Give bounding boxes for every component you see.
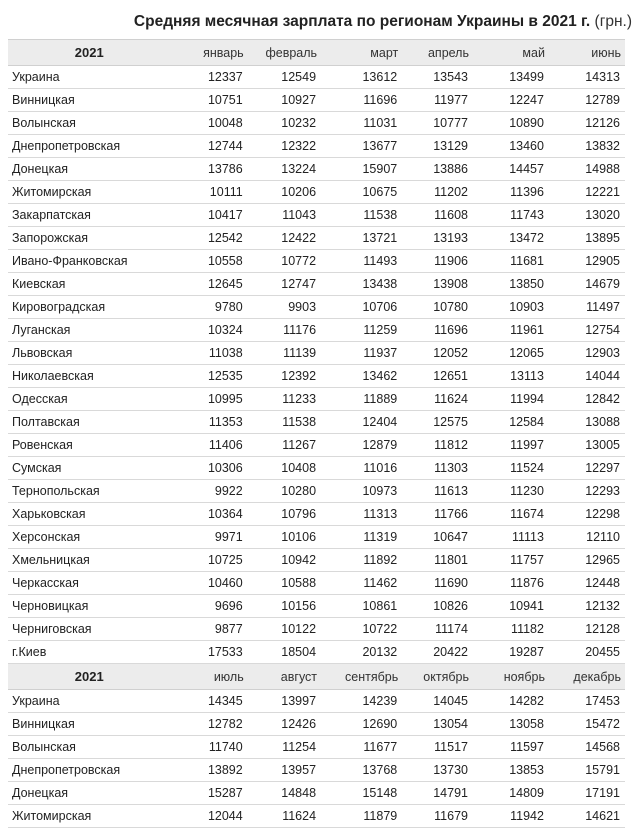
salary-value: 11462 [321,572,402,595]
salary-value: 10364 [170,503,247,526]
salary-value: 14045 [402,690,473,713]
salary-value: 11879 [321,805,402,828]
table-row [8,480,625,503]
table-row [8,388,625,411]
salary-value: 14848 [248,782,321,805]
region-name: Черкасская [8,572,170,595]
salary-value: 9971 [170,526,247,549]
salary-value: 10722 [321,618,402,641]
salary-value: 13886 [402,158,473,181]
salary-value: 10890 [473,112,549,135]
salary-value: 11267 [248,434,321,457]
region-name: Житомирская [8,805,170,828]
salary-value: 10927 [248,89,321,112]
salary-value: 10417 [170,204,247,227]
salary-value: 10460 [170,572,247,595]
salary-value: 12298 [549,503,625,526]
table-row [8,411,625,434]
salary-value: 13612 [321,66,402,89]
salary-value: 11493 [321,250,402,273]
salary-value: 13020 [549,204,625,227]
salary-value: 11016 [321,457,402,480]
region-name: Полтавская [8,411,170,434]
salary-value: 10156 [248,595,321,618]
table-row [8,736,625,759]
month-header: апрель [402,40,473,66]
salary-value: 10941 [473,595,549,618]
salary-value: 11396 [473,181,549,204]
month-header: ноябрь [473,664,549,690]
title-main: Средняя месячная зарплата по регионам Украины в 2021 г. [133,13,591,30]
table-row [8,759,625,782]
salary-value: 11353 [170,411,247,434]
salary-value: 20422 [402,641,473,664]
month-header: октябрь [402,664,473,690]
salary-value: 13768 [321,759,402,782]
salary-value: 11254 [248,736,321,759]
salary-value: 12965 [549,549,625,572]
region-name: Сумская [8,457,170,480]
salary-value: 14988 [549,158,625,181]
salary-value: 11690 [402,572,473,595]
salary-value: 14568 [549,736,625,759]
month-header: август [248,664,321,690]
salary-value: 10588 [248,572,321,595]
salary-value: 20132 [321,641,402,664]
salary-value: 12448 [549,572,625,595]
salary-value: 10206 [248,181,321,204]
salary-value: 13850 [473,273,549,296]
salary-value: 15472 [549,713,625,736]
month-header: март [321,40,402,66]
salary-value: 11674 [473,503,549,526]
salary-value: 9780 [170,296,247,319]
salary-value: 10324 [170,319,247,342]
region-name: Запорожская [8,227,170,250]
salary-value: 12126 [549,112,625,135]
region-name: Одесская [8,388,170,411]
salary-value: 11994 [473,388,549,411]
salary-value: 11801 [402,549,473,572]
salary-value: 14044 [549,365,625,388]
salary-value: 12132 [549,595,625,618]
salary-value: 13499 [473,66,549,89]
region-name: Херсонская [8,526,170,549]
salary-value: 10647 [402,526,473,549]
month-header: декабрь [549,664,625,690]
salary-value: 13005 [549,434,625,457]
salary-value: 12744 [170,135,247,158]
salary-value: 10725 [170,549,247,572]
table-row [8,805,625,828]
salary-value: 14239 [321,690,402,713]
salary-value: 12905 [549,250,625,273]
salary-value: 17533 [170,641,247,664]
salary-value: 12297 [549,457,625,480]
salary-value: 10232 [248,112,321,135]
year-header: 2021 [8,664,170,690]
salary-table [8,39,625,828]
salary-value: 12542 [170,227,247,250]
salary-value: 11889 [321,388,402,411]
table-row [8,713,625,736]
salary-value: 10675 [321,181,402,204]
salary-value: 10306 [170,457,247,480]
salary-value: 11812 [402,434,473,457]
salary-value: 14282 [473,690,549,713]
month-header: сентябрь [321,664,402,690]
salary-value: 11182 [473,618,549,641]
salary-value: 11176 [248,319,321,342]
salary-value: 11906 [402,250,473,273]
salary-value: 12337 [170,66,247,89]
table-row [8,89,625,112]
salary-value: 12842 [549,388,625,411]
region-name: Кировоградская [8,296,170,319]
salary-value: 11743 [473,204,549,227]
salary-value: 10942 [248,549,321,572]
table-row [8,204,625,227]
salary-value: 10280 [248,480,321,503]
region-name: Волынская [8,112,170,135]
region-name: г.Киев [8,641,170,664]
salary-value: 10826 [402,595,473,618]
salary-value: 10861 [321,595,402,618]
table-row [8,342,625,365]
region-name: Украина [8,66,170,89]
salary-value: 13058 [473,713,549,736]
salary-value: 11233 [248,388,321,411]
salary-value: 13224 [248,158,321,181]
region-name: Харьковская [8,503,170,526]
table-row [8,319,625,342]
salary-value: 15287 [170,782,247,805]
salary-value: 11997 [473,434,549,457]
salary-value: 11876 [473,572,549,595]
salary-value: 9903 [248,296,321,319]
table-row [8,434,625,457]
table-row [8,503,625,526]
salary-value: 10780 [402,296,473,319]
salary-value: 13438 [321,273,402,296]
table-header-row [8,664,625,690]
region-name: Волынская [8,736,170,759]
year-header: 2021 [8,40,170,66]
salary-value: 11696 [402,319,473,342]
salary-value: 13088 [549,411,625,434]
salary-value: 14313 [549,66,625,89]
salary-value: 10796 [248,503,321,526]
table-row [8,66,625,89]
salary-value: 10408 [248,457,321,480]
salary-value: 12789 [549,89,625,112]
month-header: январь [170,40,247,66]
region-name: Днепропетровская [8,759,170,782]
salary-value: 12879 [321,434,402,457]
salary-value: 12645 [170,273,247,296]
salary-value: 10777 [402,112,473,135]
salary-value: 11766 [402,503,473,526]
salary-value: 11942 [473,805,549,828]
title-unit: (грн.) [594,13,632,30]
salary-value: 12221 [549,181,625,204]
salary-value: 13786 [170,158,247,181]
salary-value: 10973 [321,480,402,503]
salary-value: 13853 [473,759,549,782]
month-header: июль [170,664,247,690]
salary-value: 11681 [473,250,549,273]
salary-value: 12247 [473,89,549,112]
salary-value: 12052 [402,342,473,365]
table-row [8,549,625,572]
salary-value: 13054 [402,713,473,736]
region-name: Черниговская [8,618,170,641]
salary-value: 10706 [321,296,402,319]
salary-value: 11679 [402,805,473,828]
table-row [8,250,625,273]
month-header: февраль [248,40,321,66]
region-name: Львовская [8,342,170,365]
salary-value: 13472 [473,227,549,250]
salary-value: 12322 [248,135,321,158]
salary-value: 12584 [473,411,549,434]
salary-value: 10111 [170,181,247,204]
table-row [8,135,625,158]
salary-value: 11497 [549,296,625,319]
region-name: Тернопольская [8,480,170,503]
salary-value: 11977 [402,89,473,112]
salary-value: 13462 [321,365,402,388]
table-header-row [8,40,625,66]
salary-value: 11043 [248,204,321,227]
table-row [8,158,625,181]
table-row [8,641,625,664]
salary-value: 13193 [402,227,473,250]
salary-value: 12392 [248,365,321,388]
salary-value: 9877 [170,618,247,641]
region-name: Закарпатская [8,204,170,227]
region-name: Житомирская [8,181,170,204]
table-row [8,296,625,319]
salary-value: 11113 [473,526,549,549]
region-name: Украина [8,690,170,713]
month-header: июнь [549,40,625,66]
salary-value: 12404 [321,411,402,434]
salary-value: 11230 [473,480,549,503]
table-row [8,273,625,296]
month-header: май [473,40,549,66]
page-title [0,13,632,31]
salary-value: 13957 [248,759,321,782]
salary-value: 11139 [248,342,321,365]
salary-value: 11202 [402,181,473,204]
salary-value: 18504 [248,641,321,664]
region-name: Ровенская [8,434,170,457]
salary-value: 11174 [402,618,473,641]
table-row [8,227,625,250]
region-name: Луганская [8,319,170,342]
salary-value: 11624 [402,388,473,411]
salary-value: 11319 [321,526,402,549]
salary-value: 11313 [321,503,402,526]
salary-value: 17191 [549,782,625,805]
salary-value: 11757 [473,549,549,572]
salary-value: 12754 [549,319,625,342]
region-name: Ивано-Франковская [8,250,170,273]
salary-value: 9922 [170,480,247,503]
salary-value: 12110 [549,526,625,549]
table-row [8,365,625,388]
salary-value: 14345 [170,690,247,713]
salary-value: 15148 [321,782,402,805]
region-name: Черновицкая [8,595,170,618]
region-name: Донецкая [8,782,170,805]
salary-value: 11740 [170,736,247,759]
salary-value: 10751 [170,89,247,112]
salary-value: 10048 [170,112,247,135]
salary-value: 19287 [473,641,549,664]
salary-value: 12128 [549,618,625,641]
salary-value: 10903 [473,296,549,319]
salary-value: 11406 [170,434,247,457]
salary-value: 10122 [248,618,321,641]
salary-value: 12422 [248,227,321,250]
salary-value: 11961 [473,319,549,342]
salary-value: 11892 [321,549,402,572]
salary-value: 11937 [321,342,402,365]
salary-value: 13730 [402,759,473,782]
region-name: Днепропетровская [8,135,170,158]
salary-value: 12651 [402,365,473,388]
table-row [8,572,625,595]
salary-value: 11538 [248,411,321,434]
salary-value: 12690 [321,713,402,736]
salary-value: 11677 [321,736,402,759]
salary-value: 10558 [170,250,247,273]
salary-value: 12782 [170,713,247,736]
salary-value: 12747 [248,273,321,296]
region-name: Николаевская [8,365,170,388]
salary-value: 11259 [321,319,402,342]
table-row [8,112,625,135]
salary-value: 11031 [321,112,402,135]
salary-value: 14457 [473,158,549,181]
region-name: Киевская [8,273,170,296]
salary-value: 12044 [170,805,247,828]
salary-value: 13997 [248,690,321,713]
salary-value: 13460 [473,135,549,158]
salary-value: 13721 [321,227,402,250]
salary-value: 11696 [321,89,402,112]
salary-value: 12549 [248,66,321,89]
salary-value: 13113 [473,365,549,388]
salary-value: 13677 [321,135,402,158]
salary-value: 11624 [248,805,321,828]
salary-value: 11303 [402,457,473,480]
table-row [8,782,625,805]
region-name: Донецкая [8,158,170,181]
salary-value: 11613 [402,480,473,503]
salary-value: 11517 [402,736,473,759]
salary-value: 15791 [549,759,625,782]
salary-value: 14621 [549,805,625,828]
table-row [8,181,625,204]
table-row [8,618,625,641]
salary-value: 13892 [170,759,247,782]
region-name: Винницкая [8,89,170,112]
table-row [8,595,625,618]
region-name: Винницкая [8,713,170,736]
salary-value: 11608 [402,204,473,227]
salary-value: 10995 [170,388,247,411]
salary-value: 20455 [549,641,625,664]
salary-value: 17453 [549,690,625,713]
salary-value: 12575 [402,411,473,434]
salary-value: 12535 [170,365,247,388]
salary-value: 12065 [473,342,549,365]
salary-value: 14791 [402,782,473,805]
table-row [8,526,625,549]
salary-value: 15907 [321,158,402,181]
salary-value: 10106 [248,526,321,549]
salary-value: 14809 [473,782,549,805]
table-row [8,690,625,713]
table-row [8,457,625,480]
salary-value: 11524 [473,457,549,480]
region-name: Хмельницкая [8,549,170,572]
salary-value: 11597 [473,736,549,759]
salary-value: 13895 [549,227,625,250]
salary-value: 12293 [549,480,625,503]
salary-value: 12426 [248,713,321,736]
salary-value: 13543 [402,66,473,89]
salary-value: 9696 [170,595,247,618]
salary-value: 14679 [549,273,625,296]
salary-value: 12903 [549,342,625,365]
salary-value: 13129 [402,135,473,158]
salary-value: 13832 [549,135,625,158]
salary-value: 13908 [402,273,473,296]
salary-value: 11038 [170,342,247,365]
salary-value: 11538 [321,204,402,227]
salary-value: 10772 [248,250,321,273]
